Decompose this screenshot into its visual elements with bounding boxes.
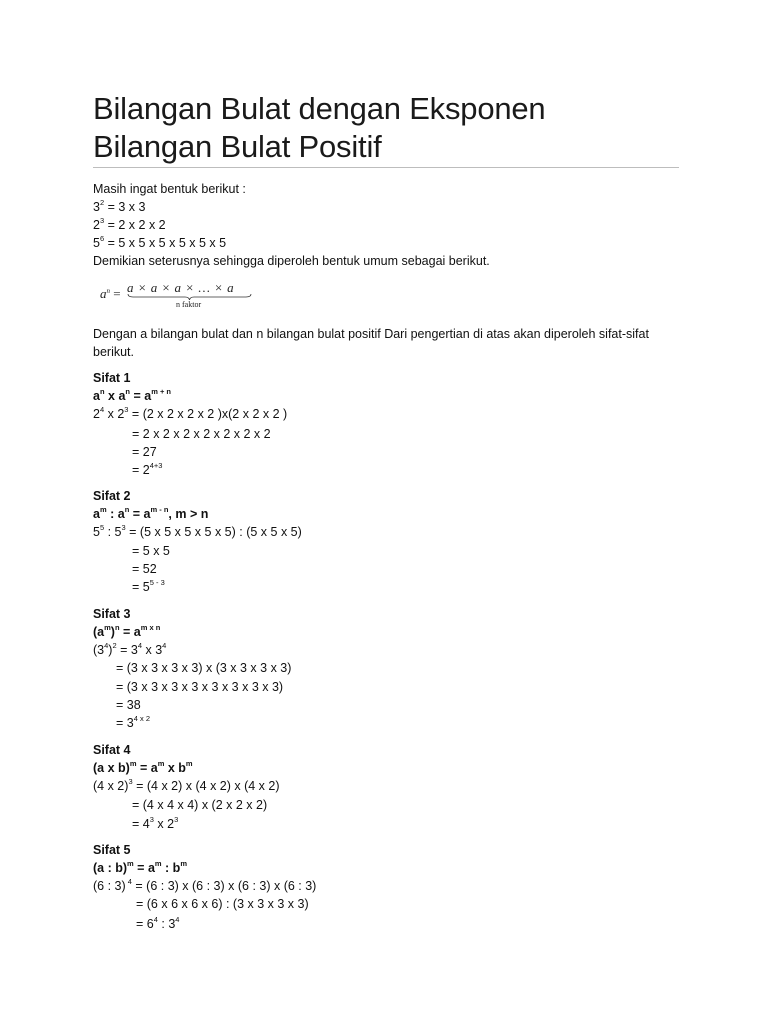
sifat-2-step-3: = $5^{5 - 3}$ [132, 578, 165, 594]
sifat-1-heading: Sifat 1 [93, 371, 131, 385]
sifat-5-heading: Sifat 5 [93, 843, 131, 857]
page-title [93, 90, 693, 166]
title-divider [93, 167, 679, 168]
sifat-3-step-2: = (3 x 3 x 3 x 3 x 3 x 3 x 3 x 3) [116, 680, 284, 694]
sifat-1-step-1: = 2 x 2 x 2 x 2 x 2 x 2 x 2 [132, 427, 271, 441]
formula-lhs: $a^n$ = [100, 286, 121, 301]
example-line-1: $3^2 = 3$ x 3 [93, 198, 146, 214]
title-line-1: Bilangan Bulat dengan Eksponen [93, 91, 546, 126]
sifat-3-heading: Sifat 3 [93, 607, 131, 621]
sifat-4-heading: Sifat 4 [93, 743, 131, 757]
title-line-2: Bilangan Bulat Positif [93, 129, 382, 164]
formula-product: a × a × a × … × a [127, 280, 235, 295]
sifat-5-rule: (a : $b)^m = a^m$ : $b^m$ [93, 859, 187, 875]
general-formula [100, 280, 270, 314]
paragraph-line-2: berikut. [93, 345, 134, 359]
paragraph-line-1: Dengan a bilangan bulat dan n bilangan bulat positif Dari pengertian di atas akan diperoleh sifat-sifat [93, 327, 649, 341]
sifat-2-step-2: = 52 [132, 562, 157, 576]
intro-line: Masih ingat bentuk berikut : [93, 182, 246, 196]
sifat-4-rule: (a x $b)^m = a^m$ x $b^m$ [93, 759, 193, 775]
sifat-2-heading: Sifat 2 [93, 489, 131, 503]
sifat-4-step-1: = (4 x 4 x 4) x (2 x 2 x 2) [132, 798, 268, 812]
example-line-3: $5^6 = 5$ x 5 x 5 x 5 x 5 x 5 [93, 234, 227, 250]
sifat-3-step-1: = (3 x 3 x 3 x 3) x (3 x 3 x 3 x 3) [116, 661, 292, 675]
sifat-1-rule: $a^n$ x $a^n = a^{m + n}$ [93, 387, 172, 403]
sifat-4-example: (4 x 2)$^3$ = (4 x 2) x (4 x 2) x (4 x 2) [93, 777, 280, 793]
example-line-2: $2^3 = 2$ x 2 x 2 [93, 216, 166, 232]
sifat-5-step-1: = (6 x 6 x 6 x 6) : (3 x 3 x 3 x 3) [136, 897, 309, 911]
sifat-5-step-2: = $6^4$ : $3^4$ [136, 915, 180, 931]
sifat-1-step-2: = 27 [132, 445, 157, 459]
sifat-3-rule: $(a^m)^n = a^{m x n}$ [93, 623, 161, 639]
sifat-2-example: $5^5$ : $5^3 = (5$ x 5 x 5 x 5 x 5) : (5 x 5 x 5) [93, 523, 302, 539]
intro-conclusion: Demikian seterusnya sehingga diperoleh bentuk umum sebagai berikut. [93, 254, 490, 268]
sifat-2-step-1: = 5 x 5 [132, 544, 170, 558]
sifat-3-example: $(3^4)^2 = 3^4$ x $3^4$ [93, 641, 167, 657]
sifat-3-step-3: = 38 [116, 698, 141, 712]
sifat-1-step-3: = $2^{4+3}$ [132, 461, 163, 477]
underbrace-label: n faktor [176, 300, 202, 309]
sifat-1-example: $2^4$ x $2^3 = (2$ x 2 x 2 x 2 )x(2 x 2 x 2 ) [93, 405, 288, 421]
sifat-5-example: (6 : 3) $^4$ = (6 : 3) x (6 : 3) x (6 : 3) x (6 : 3) [93, 877, 317, 893]
sifat-4-step-2: = $4^3$ x $2^3$ [132, 815, 179, 831]
sifat-3-step-4: = $3^{4 x 2}$ [116, 714, 150, 730]
sifat-2-rule: $a^m$ : $a^n = a^{m - n}$, m > n [93, 505, 209, 521]
